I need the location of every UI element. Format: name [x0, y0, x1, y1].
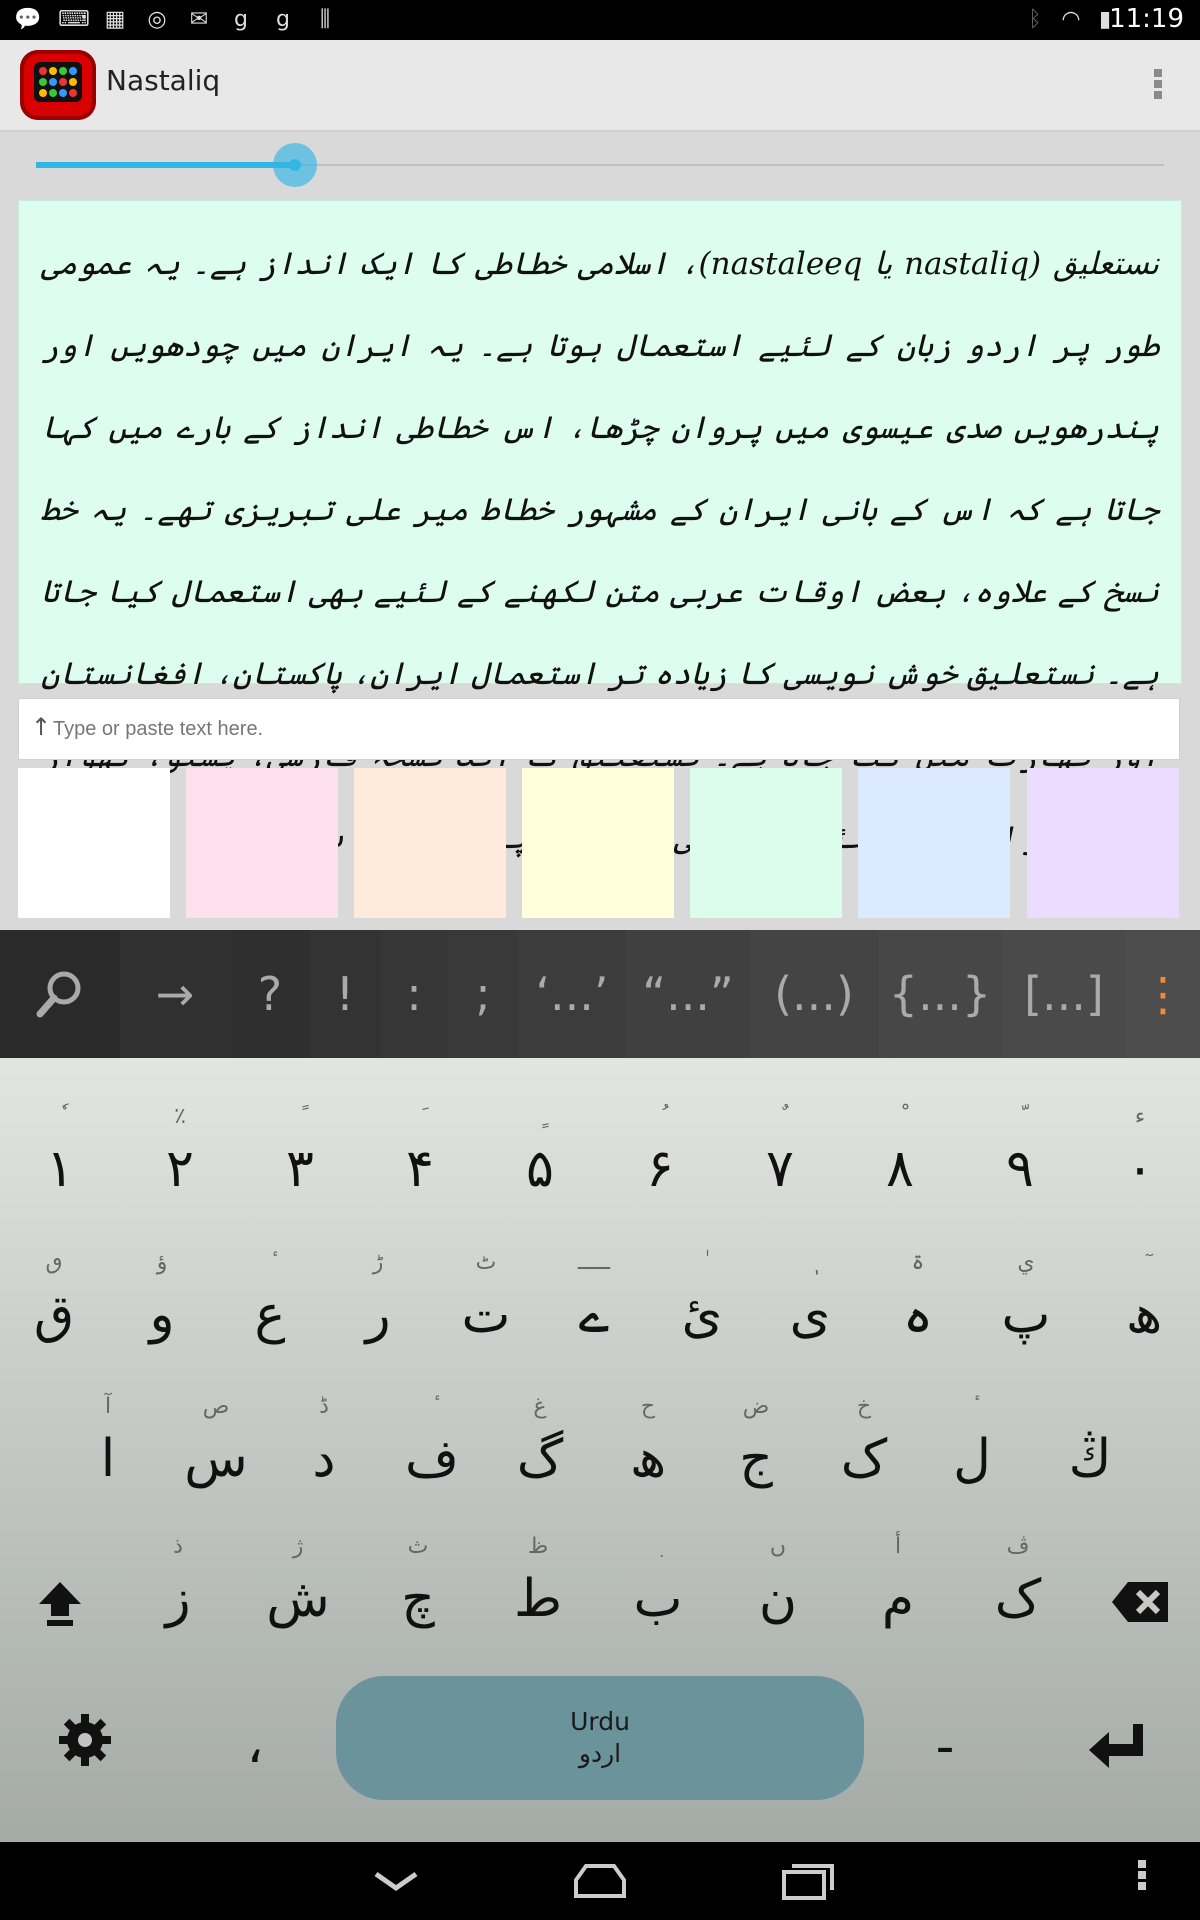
shift-key[interactable] — [10, 1544, 110, 1664]
key-toay[interactable]: ظ ط — [513, 1534, 563, 1629]
font-size-slider-fill — [36, 162, 295, 168]
color-swatch-yellow[interactable] — [522, 768, 674, 918]
more-vertical-icon[interactable] — [1152, 66, 1164, 106]
up-arrow-icon: ↑ — [31, 713, 52, 741]
settings-gear-icon[interactable] — [30, 1690, 140, 1800]
google-plus-icon: g — [234, 7, 248, 32]
key-meem[interactable]: أ م — [881, 1534, 915, 1629]
single-quotes-key[interactable]: ‘...’ — [518, 930, 626, 1058]
color-swatch-blue[interactable] — [858, 768, 1010, 918]
key-hay[interactable]: ۃ ہ — [902, 1250, 934, 1345]
key-9[interactable]: ۹ — [1006, 1139, 1034, 1199]
more-vertical-icon[interactable]: ⋮ — [1126, 930, 1200, 1058]
key-fay[interactable]: ف — [405, 1429, 459, 1489]
key-1[interactable]: ۱ — [46, 1139, 74, 1199]
key-7[interactable]: ۷ — [766, 1139, 794, 1199]
braces-key[interactable]: {...} — [878, 930, 1002, 1058]
back-icon[interactable] — [366, 1856, 426, 1904]
enter-icon[interactable] — [1062, 1690, 1172, 1800]
key-noon[interactable]: ں ن — [758, 1534, 798, 1629]
semicolon-key[interactable]: ; — [448, 930, 518, 1058]
key-2[interactable]: ٪ ۲ — [166, 1104, 194, 1199]
key-5[interactable]: ۵ — [526, 1139, 554, 1199]
key-ain[interactable]: ع — [254, 1285, 286, 1345]
key-wao[interactable]: ؤ و — [149, 1250, 175, 1345]
battery-icon: ▮ — [1098, 7, 1112, 32]
nastaliq-preview — [18, 200, 1182, 856]
key-kaf[interactable]: خ ک — [840, 1394, 888, 1489]
key-8[interactable]: ۸ — [886, 1139, 914, 1199]
comma-key[interactable]: ، — [246, 1715, 264, 1775]
key-gaf[interactable]: غ گ — [516, 1394, 564, 1489]
apps-icon: ▦ — [104, 7, 126, 32]
key-hamza-yay[interactable]: ئ — [681, 1285, 723, 1345]
key-chay[interactable]: ث چ — [401, 1534, 435, 1629]
punctuation-toolbar — [0, 930, 1200, 1058]
key-jeem[interactable]: ض ج — [739, 1394, 773, 1489]
google-plus-icon: g — [276, 7, 290, 32]
hangouts-icon: 💬 — [14, 7, 42, 32]
key-bari-yay[interactable]: ـــــ ے — [577, 1250, 611, 1345]
key-tay[interactable]: ٹ ت — [461, 1250, 511, 1345]
wifi-icon: ◠ — [1061, 7, 1081, 32]
app-icon — [20, 50, 96, 120]
double-quotes-key[interactable]: “...” — [626, 930, 750, 1058]
barcode-icon: ⫼ — [319, 7, 331, 32]
key-lam[interactable]: ل — [953, 1429, 991, 1489]
key-ray[interactable]: ڑ ر — [365, 1250, 391, 1345]
recents-icon[interactable] — [778, 1856, 838, 1904]
parens-key[interactable]: (...) — [750, 930, 878, 1058]
question-key[interactable]: ? — [230, 930, 310, 1058]
navigation-bar — [0, 1842, 1200, 1920]
color-swatch-mint[interactable] — [690, 768, 842, 918]
action-bar — [0, 40, 1200, 132]
key-seen[interactable]: ص س — [184, 1394, 248, 1489]
clock: 11:19 — [1109, 4, 1184, 34]
color-swatch-pink[interactable] — [186, 768, 338, 918]
key-qaf[interactable]: ٯ ق — [33, 1250, 75, 1345]
color-swatch-peach[interactable] — [354, 768, 506, 918]
key-6[interactable]: ۶ — [646, 1139, 674, 1199]
color-swatch-lavender[interactable] — [1027, 768, 1179, 918]
text-input-box[interactable] — [18, 698, 1180, 760]
key-0[interactable]: ء ۰ — [1126, 1104, 1154, 1199]
key-hay-2[interactable]: ح ھ — [629, 1394, 667, 1489]
more-vertical-icon[interactable] — [1132, 1856, 1152, 1904]
dash-key[interactable]: - — [935, 1717, 955, 1777]
key-dal[interactable]: ڈ د — [312, 1394, 336, 1489]
preview-text: نستعلیق (nastaliq یا nastaleeq)، اسلامی خطاطی کا ایک انداز ہے۔ یہ عمومی طور پر اردو زبان کے لئیے استعمال ہوتا ہے۔ یہ ایران میں چودھویں اور پندرھویں صدی عیسوی میں پروان چڑھا، اس خطاطی انداز کے بارے میں کہا جاتا ہے کہ اس کے بانی ایران کے مشہور خطاط میر علی تبریزی تھے۔ یہ خط نسخ کے علاوہ، بعض اوقات عربی متن لکھنے کے لئیے بھی استعمال کیا جاتا ہے۔ نستعلیق خوش نویسی کا زیادہ تر استعمال ایران، پاکستان، افغانستان پر — [41, 246, 1160, 856]
brackets-key[interactable]: [...] — [1002, 930, 1126, 1058]
language-label-en: Urdu — [570, 1707, 630, 1736]
app-title: Nastaliq — [106, 64, 221, 97]
gmail-icon: ✉ — [189, 7, 209, 32]
film-icon: ◎ — [147, 7, 167, 32]
colon-key[interactable]: : — [380, 930, 448, 1058]
key-bay[interactable]: ب — [633, 1569, 683, 1629]
backspace-key[interactable] — [1090, 1544, 1190, 1664]
key-4[interactable]: ۴ — [406, 1139, 434, 1199]
keyboard-icon: ⌨ — [58, 7, 90, 32]
language-switch-key[interactable] — [336, 1676, 864, 1800]
key-yay[interactable]: ی — [789, 1285, 831, 1345]
key-do-chashmi-hay[interactable]: ھ — [1125, 1285, 1163, 1345]
key-zay[interactable]: ذ ز — [165, 1534, 191, 1629]
key-kaf-dots[interactable]: ڭ — [1068, 1429, 1112, 1489]
language-label-ur: اردو — [578, 1739, 622, 1768]
color-swatch-white[interactable] — [18, 768, 170, 918]
exclaim-key[interactable]: ! — [310, 930, 380, 1058]
bluetooth-icon: ᛒ — [1028, 7, 1042, 32]
key-sheen[interactable]: ژ ش — [266, 1534, 330, 1629]
search-icon[interactable] — [0, 930, 120, 1058]
home-icon[interactable] — [570, 1856, 630, 1904]
status-bar — [0, 0, 1200, 40]
key-kaf-2[interactable]: ڤ ک — [994, 1534, 1042, 1629]
key-3[interactable]: ۳ — [286, 1139, 314, 1199]
text-input[interactable] — [51, 699, 1175, 759]
key-pay[interactable]: ي پ — [1001, 1250, 1051, 1345]
key-alif[interactable]: آ ا — [100, 1394, 116, 1489]
arrow-key[interactable]: → — [120, 930, 230, 1058]
